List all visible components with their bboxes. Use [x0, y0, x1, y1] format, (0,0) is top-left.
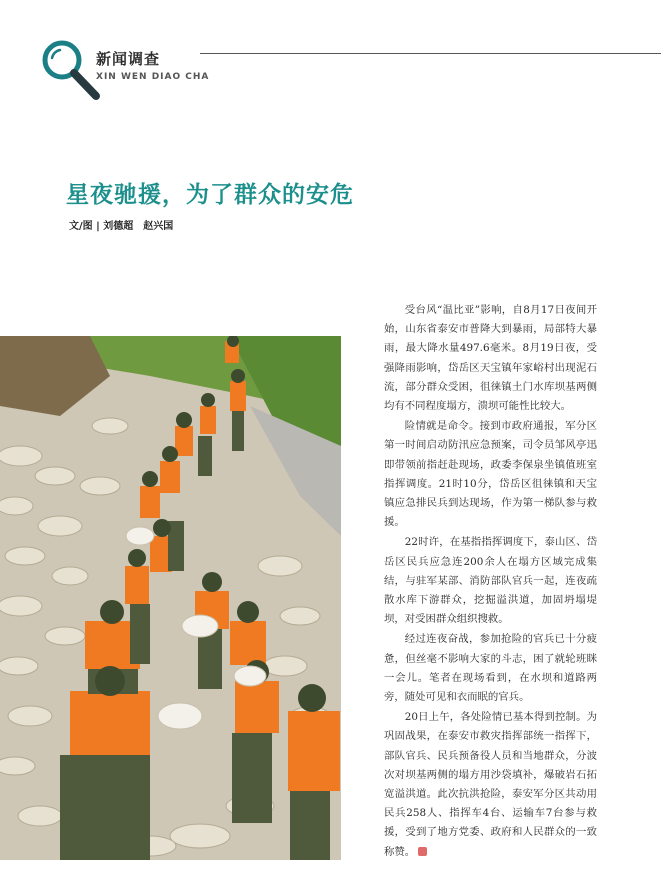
- sandbag-chain-photo: [0, 336, 341, 860]
- article-photo: [0, 336, 341, 860]
- article-body: [384, 301, 597, 863]
- magnifier-icon: [38, 38, 104, 104]
- paragraph: 22时许，在基指指挥调度下，泰山区、岱岳区民兵应急连200余人在塌方区域完成集结，与驻军某部、消防部队官兵一起，连夜疏散水库下游群众，挖掘溢洪道，加固坍塌堤坝，对受困群众组织搜救。: [384, 536, 597, 626]
- section-subtitle: XIN WEN DIAO CHA: [96, 72, 210, 82]
- end-mark-icon: [418, 847, 427, 856]
- section-header: [0, 0, 661, 110]
- article-byline: 文/图 | 刘德超 赵兴国: [69, 221, 174, 232]
- paragraph-last: [384, 708, 597, 862]
- paragraph: 险情就是命令。接到市政府通报，军分区第一时间启动防汛应急预案，司令员邹风亭迅即带领前指赶赴现场，政委李保泉坐镇值班室指挥调度。21时10分，岱岳区徂徕镇和天宝镇应急排民兵到达现场，作为第一梯队参与救援。: [384, 420, 597, 529]
- paragraph-text: 20日上午，各处险情已基本得到控制。为巩固战果，在泰安市救灾指挥部统一指挥下，部队官兵、民兵预备役人员和当地群众，分波次对坝基两侧的塌方用沙袋填补，爆破岩石拓宽溢洪道。此次抗洪抢险，泰安军分区共动用民兵258人、指挥车4台、运输车7台参与救援，受到了地方党委、政府和人民群众的一致称赞。: [384, 711, 597, 858]
- header-divider: [200, 53, 661, 54]
- section-title: 新闻调查: [96, 50, 161, 68]
- article-title: 星夜驰援，为了群众的安危: [66, 182, 354, 208]
- paragraph: 经过连夜奋战，参加抢险的官兵已十分疲惫，但丝毫不影响大家的斗志，困了就轮班眯一会儿。笔者在现场看到，在水坝和道路两旁，随处可见和衣而眠的官兵。: [384, 633, 597, 704]
- paragraph: 受台风“温比亚”影响，自8月17日夜间开始，山东省泰安市普降大到暴雨，局部特大暴雨，最大降水量497.6毫米。8月19日夜，受强降雨影响，岱岳区天宝镇年家峪村出现泥石流，部分群众受困，徂徕镇土门水库坝基两侧均有不同程度塌方，溃坝可能性比较大。: [384, 304, 597, 413]
